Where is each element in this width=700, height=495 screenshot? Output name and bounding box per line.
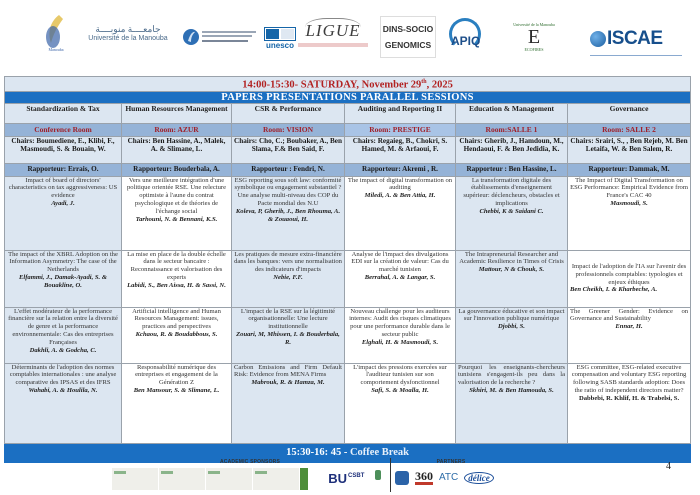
apiq-wordmark: APIQ — [451, 34, 481, 48]
ecofires-logo — [508, 14, 560, 60]
paper-title: ESG committee, ESG-related executive compensation and voluntary ESG reporting following SASB standards adoption: Does the ratio of independent directors matter? — [571, 363, 687, 395]
session-topic: Standardization & Tax — [5, 103, 122, 123]
quill-icon — [41, 13, 71, 53]
paper-title: Pourquoi les enseignants-chercheurs tunisiens s'engagent-ils peu dans la valorisation de la recherche ? — [458, 363, 565, 387]
apiq-logo — [443, 16, 493, 56]
paper-cell — [345, 250, 456, 307]
page-number: 4 — [666, 461, 671, 472]
paper-title: Impact of board of directors' characteristics on tax aggressiveness: US evidence — [8, 176, 118, 200]
session-rapporteur: Rapporteur: Bouderbala, A. — [122, 163, 232, 176]
paper-title: Vers une meilleure intégration d'une politique orientée RSE. Une relecture optimiste à l'aune du contrat psychologique et de théories de l'échange social — [126, 176, 227, 216]
paper-authors: Miledi, A. & Ben Attia, H. — [364, 192, 436, 200]
sponsor-logo-strip — [112, 468, 388, 490]
time-text: 14:00-15:30- SATURDAY, November 29 — [242, 79, 422, 91]
paper-authors: Ayadi, J. — [51, 200, 75, 208]
ecofires-letter: E — [527, 26, 541, 48]
session-chairs: Chairs: Boumediene, E., Klibi, F., Masmoudi, S. & Bouain, W. — [5, 136, 122, 163]
session-date-heading — [5, 77, 691, 92]
paper-cell — [568, 363, 691, 443]
session-topic: Governance — [568, 103, 691, 123]
ligue-wordmark: LIGUE — [305, 18, 360, 41]
paper-title: L'impact de la RSE sur la légitimité organisationnelle: Une lecture institutionnelle — [240, 307, 336, 331]
paper-authors: Wahabi, A. & Houlila, N. — [28, 387, 98, 395]
sponsor-logo — [309, 468, 327, 490]
break-time: 15:30-16: 45 — [286, 447, 342, 458]
emblem-icon — [375, 470, 381, 480]
paper-cell — [568, 307, 691, 363]
partner-360-logo: 360 — [415, 469, 433, 483]
session-room-row — [5, 123, 691, 136]
session-rapporteur: Rapporteur: Errais, O. — [5, 163, 122, 176]
paper-title: La transformation digitale des établissements d'enseignement supérieur: déclencheurs, obstacles et implications — [463, 176, 560, 208]
paper-cell — [345, 363, 456, 443]
ligue-logo — [292, 12, 374, 52]
paper-authors: Ennar, H. — [615, 323, 643, 331]
paper-row — [5, 176, 691, 250]
paper-title: L'effet modérateur de la performance financière sur la relation entre la diversité de genre et la performance environnementale: Cas des entreprises Françaises — [8, 307, 118, 347]
sponsor-logo — [300, 468, 308, 490]
session-chairs: Chairs: Regaieg, B., Chokri, S. Hamed, M. & Arfaoui, F. — [345, 136, 456, 163]
paper-cell — [5, 307, 122, 363]
logo-strip — [30, 6, 680, 61]
session-rapporteur: Rapporteur: Dammak, M. — [568, 163, 691, 176]
sponsor-logo — [206, 468, 252, 490]
partners-label: PARTNERS — [436, 459, 466, 465]
break-separator: - — [341, 447, 350, 458]
sponsor-logo — [159, 468, 205, 490]
partners — [390, 458, 511, 492]
paper-title: Artificial intelligence and Human Resources Management: issues, practices and perspectives — [132, 307, 221, 331]
iscae-logo — [590, 24, 684, 60]
paper-cell — [122, 363, 232, 443]
paper-title: Carbon Emissions and Firm Default Risk: Evidence from MENA Firms — [234, 363, 342, 379]
parallel-sessions-banner-row — [5, 91, 691, 103]
session-time-row — [5, 77, 691, 92]
paper-cell — [232, 363, 345, 443]
unesco-wordmark: unesco — [265, 40, 294, 50]
parallel-sessions-banner: PAPERS PRESENTATIONS PARALLEL SESSIONS — [5, 91, 691, 103]
iscae-wordmark: ISCAE — [607, 28, 663, 49]
paper-cell — [122, 307, 232, 363]
iscae-arabic-line — [590, 50, 682, 56]
paper-authors: Kchaou, R. & Boudabbous, S. — [135, 331, 218, 339]
paper-title: Les pratiques de mesure extra-financière dans les banques: vers une normalisation des indicateurs d'impacts — [234, 250, 342, 274]
paper-authors: Berrahal, A. & Langar, S. — [364, 274, 436, 282]
dins-line-1: DINS-SOCIO — [382, 24, 434, 34]
paper-title: The Intrapreneurial Researcher and Academic Resilience in Times of Crisis — [459, 250, 564, 266]
paper-cell — [122, 176, 232, 250]
session-topic: CSR & Performance — [232, 103, 345, 123]
unesco-chair-icon — [182, 26, 260, 48]
session-topic: Education & Management — [456, 103, 568, 123]
manouba-french-name: Université de la Manouba — [88, 34, 168, 42]
session-chairs: Chairs: Gherib, J., Hamdoun, M., Hendaoui, F. & Ben Jedidia, K. — [456, 136, 568, 163]
paper-cell — [5, 176, 122, 250]
paper-authors: Skhiri, M. & Ben Hamouda, S. — [469, 387, 554, 395]
session-topic: Human Resources Management — [122, 103, 232, 123]
session-chairs: Chairs: Ben Hassine, A., Malek, A. & Slimane, L. — [122, 136, 232, 163]
paper-authors: Safi, S. & Moalla, H. — [371, 387, 429, 395]
manouba-arabic-name: جامعــــة منوبــــة — [95, 23, 161, 34]
paper-cell — [232, 307, 345, 363]
paper-title: ESG reporting sous soft law: conformité symbolique ou engagement substantiel ? Une analyse multi-niveau des COP du Pacte mondial des N.U — [234, 176, 342, 208]
sponsor-emblem-logo — [369, 468, 387, 490]
paper-cell — [122, 250, 232, 307]
session-rapporteur: Rapporteur : Fendri, N. — [232, 163, 345, 176]
paper-authors: Ben Cheikh, I. & Kharbeche, A. — [570, 286, 658, 294]
date-ordinal: th — [421, 79, 427, 85]
paper-authors: Elghali, H. & Masmoudi, S. — [361, 339, 439, 347]
sponsor-logo — [112, 468, 158, 490]
session-room: Conference Room — [5, 123, 122, 136]
paper-row — [5, 363, 691, 443]
paper-authors: Mattour, N & Chouk, S. — [478, 266, 545, 274]
ecofires-header: Université de la Manouba — [513, 22, 555, 27]
session-chairs: Chairs: Cho, C.; Boubaker, A., Ben Slama, F.& Ben Said, F. — [232, 136, 345, 163]
year-text: , 2025 — [426, 79, 453, 91]
paper-authors: Ben Mansour, S. & Slimane, L. — [133, 387, 220, 395]
paper-title: La gouvernance éducative et son impact sur l'innovation publique numérique — [458, 307, 565, 323]
dins-line-2: GENOMICS — [384, 40, 432, 50]
session-schedule-table — [4, 76, 691, 463]
paper-cell — [345, 176, 456, 250]
sponsor-bu-logo: BU — [328, 468, 347, 490]
session-topic: Auditing and Reporting II — [345, 103, 456, 123]
paper-authors: Masmoudi, S. — [610, 200, 648, 208]
paper-authors: Koleva, P, Gherib, J., Ben Rhouma, A. & Zouaoui, H. — [235, 208, 341, 224]
manouba-emblem-logo — [38, 12, 74, 54]
paper-cell — [456, 307, 568, 363]
paper-authors: Djobbi, S. — [498, 323, 525, 331]
svg-text:Manouba: Manouba — [48, 47, 64, 52]
paper-authors: Dakhli, A. & Godcha, C. — [29, 347, 97, 355]
paper-cell — [232, 176, 345, 250]
session-topic-row — [5, 103, 691, 123]
paper-authors: Nebie, F.F. — [273, 274, 303, 282]
paper-authors: Dabbebi, R. Khlif, H. & Trabelsi, S. — [578, 395, 680, 403]
globe-icon — [590, 31, 606, 47]
session-room: Room: AZUR — [122, 123, 232, 136]
sponsor-logo — [253, 468, 299, 490]
paper-title: The impact of the XBRL Adoption on the Information Asymmetry: The case of the Netherlands — [8, 250, 118, 274]
paper-authors: Labidi, S., Ben Aissa, H. & Sassi, N. — [127, 282, 226, 290]
sponsor-csbt-logo: CSBT — [348, 468, 368, 490]
paper-cell — [5, 250, 122, 307]
ligue-subtitle — [298, 43, 368, 47]
academic-sponsors — [112, 458, 388, 492]
paper-cell — [5, 363, 122, 443]
paper-cell — [345, 307, 456, 363]
unesco-chair-logo — [182, 26, 260, 48]
paper-title: Impact de l'adoption de l'IA sur l'avenir des professionnels comptables: typologies et enjeux éthiques — [571, 262, 687, 286]
session-chairs: Chairs: Srairi, S., , Ben Rejeb, M. Ben Letaifa, W. & Ben Salem, R. — [568, 136, 691, 163]
paper-title: Analyse de l'impact des divulgations EDI sur la création de valeur: Cas du marché tunisien — [351, 250, 449, 274]
paper-authors: Tarhouni, N. & Bennani, K.S. — [135, 216, 218, 224]
partner-emblem-icon — [395, 471, 409, 485]
paper-title: La mise en place de la double échelle dans le secteur bancaire : Reconnaissance et valorisation des experts — [127, 250, 226, 282]
session-room: Room:SALLE 1 — [456, 123, 568, 136]
paper-authors: Elfammi, J., Damak-Ayadi, S. & Bouakline, O. — [19, 274, 107, 290]
paper-cell — [456, 250, 568, 307]
dins-socio-genomics-logo — [380, 16, 436, 58]
paper-cell — [568, 176, 691, 250]
session-rapporteur-row — [5, 163, 691, 176]
paper-row — [5, 307, 691, 363]
session-room: Room: VISION — [232, 123, 345, 136]
session-chairs-row — [5, 136, 691, 163]
session-room: Room: SALLE 2 — [568, 123, 691, 136]
partner-logo-row — [395, 470, 494, 485]
partner-delice-logo: délice — [464, 472, 494, 484]
paper-title: Responsabilité numérique des entreprises et engagement de la Génération Z — [135, 363, 218, 387]
manouba-university-logo — [78, 20, 178, 46]
paper-cell — [456, 176, 568, 250]
paper-title: The Greener Gender: Evidence on Governance and Sustainability — [570, 307, 689, 323]
paper-title: Déterminants de l'adoption des normes comptables internationales : une analyse comparative des IPSAS et des IFRS — [9, 363, 117, 387]
ecofires-name: ECOFIRES — [524, 47, 544, 52]
paper-title: The Impact of Digital Transformation on ESG Performance: Empirical Evidence from France's CAC 40 — [570, 176, 688, 200]
paper-row — [5, 250, 691, 307]
session-rapporteur: Rapporteur : Ben Hassine, L. — [456, 163, 568, 176]
paper-authors: Zouari, M, Mhissen, I. & Bouderbala, R. — [236, 331, 340, 347]
paper-cell — [232, 250, 345, 307]
paper-title: Nouveau challenge pour les auditeurs internes: Audit des risques climatiques pour une performance durable dans le secteur public — [349, 307, 451, 339]
partner-atc-logo: ATC — [439, 472, 459, 483]
paper-cell — [456, 363, 568, 443]
academic-sponsors-label: ACADEMIC SPONSORS — [219, 459, 281, 465]
paper-cell — [568, 250, 691, 307]
paper-title: The impact of digital transformation on auditing — [347, 176, 453, 192]
break-label: Coffee Break — [349, 447, 409, 458]
session-rapporteur: Rapporteur: Akremi , R. — [345, 163, 456, 176]
paper-authors: Chebbi, K & Saidani C. — [479, 208, 544, 216]
paper-title: L'impact des pressions exercées sur l'auditeur tunisien sur son comportement dysfonctionnel — [353, 363, 447, 387]
session-room: Room: PRESTIGE — [345, 123, 456, 136]
paper-authors: Mabrouk, R. & Hamza, M. — [251, 379, 325, 387]
